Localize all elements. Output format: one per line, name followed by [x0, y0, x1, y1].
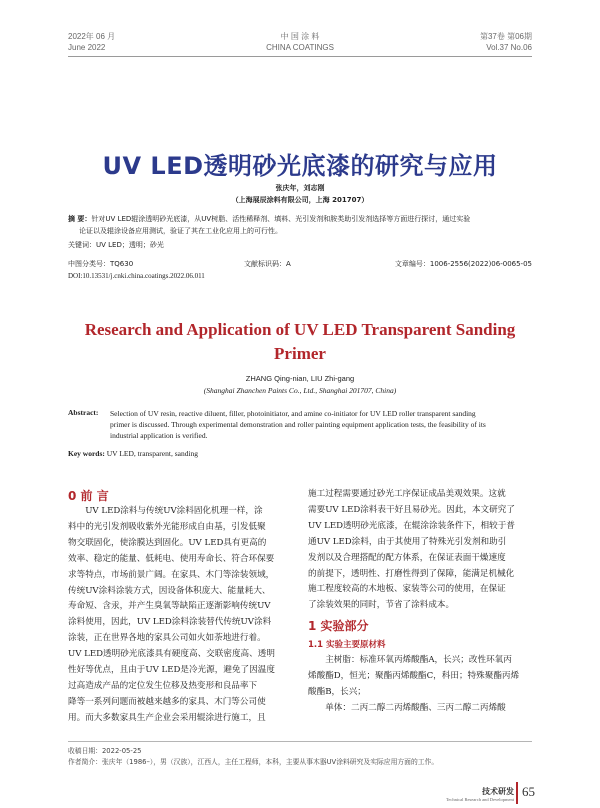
- right-line: 了涂装效果的同时，节省了涂料成本。: [308, 600, 455, 611]
- abstract-cn-label: 摘 要：: [68, 215, 92, 223]
- page-number: 65: [522, 784, 535, 799]
- right-line: UV LED透明砂光底漆，在辊涂涂装条件下，相较于普: [308, 520, 515, 531]
- left-line: UV LED涂料与传统UV涂料固化机理一样，涂: [85, 506, 263, 516]
- document-code: 文献标识码：A: [244, 260, 291, 268]
- received-date: 收稿日期：2022-05-25: [68, 747, 142, 755]
- doi: DOI:10.13531/j.cnki.china.coatings.2022.06.011: [68, 272, 205, 280]
- right-line: 需要UV LED涂料表干好且易砂光。因此，本文研究了: [308, 504, 515, 515]
- section-1-1-heading: 1.1 实验主要原材料: [308, 640, 386, 650]
- header-journal-en: CHINA COATINGS: [266, 43, 334, 52]
- right-line: 的前提下，透明性、打磨性得到了保障，能满足机械化: [308, 568, 515, 579]
- header-journal-cn: 中 国 涂 料: [280, 32, 320, 41]
- footnote-rule: [68, 741, 532, 742]
- section-0-heading: 0 前 言: [68, 489, 109, 503]
- article-number: 文章编号：1006-2556(2022)06-0065-05: [394, 260, 532, 268]
- abstract-en-label: Abstract:: [68, 408, 99, 417]
- left-line: 过高造成产品的定位发生位移及热变形和良品率下: [68, 680, 258, 691]
- materials-line: 烯酸酯D，恒光；聚酯丙烯酸酯C，科田；特殊聚酯丙烯: [308, 670, 520, 681]
- footer-section-en: Technical Research and Development: [445, 797, 514, 802]
- header-volume-en: Vol.37 No.06: [486, 43, 532, 52]
- clc-number: 中图分类号：TQ630: [68, 260, 134, 268]
- abstract-en-line3: industrial application is verified.: [110, 431, 208, 440]
- keywords-cn: 关键词：UV LED；透明；砂光: [68, 241, 164, 249]
- abstract-cn: [68, 214, 538, 224]
- abstract-en-line1: Selection of UV resin, reactive diluent, filler, photoinitiator, and amine co-initiator for UV LED roller transparent sanding: [110, 409, 476, 418]
- left-column: [68, 504, 294, 727]
- abstract-en-line2: primer is discussed. Through experimental demonstration and roller painting equipment application tests, the feasibility of its: [110, 420, 486, 429]
- right-line: 施工过程需要通过砂光工序保证成品美观效果。这就: [308, 489, 506, 499]
- keywords-en: [68, 449, 198, 459]
- right-column: [308, 487, 534, 614]
- footer-divider: [516, 782, 518, 804]
- right-line: 发剂以及合理搭配的配方体系，在保证表面干燥速度: [308, 552, 506, 563]
- section-1-heading: 1 实验部分: [308, 619, 369, 633]
- left-line: 涂装，正在世界各地的家具公司如火如荼地进行着。: [68, 633, 266, 644]
- header-date-cn: 2022年 06 月: [68, 32, 116, 41]
- footer-section-cn: 技术研发: [482, 787, 514, 796]
- keywords-en-text: UV LED, transparent, sanding: [106, 449, 199, 458]
- affiliation-cn: （上海展辰涂料有限公司，上海 201707）: [231, 196, 369, 204]
- title-cn: UV LED透明砂光底漆的研究与应用: [102, 152, 498, 180]
- header-volume-cn: 第37卷 第06期: [479, 32, 532, 41]
- title-en-line2: Primer: [274, 344, 326, 363]
- materials-text: [308, 653, 534, 717]
- author-bio: 作者简介：张庆年（1986–），男（汉族），江西人，主任工程师，本科，主要从事木器UV涂料研究及实际应用方面的工作。: [68, 758, 439, 766]
- right-line: 施工程度较高的木地板、家装等公司的使用，在保证: [308, 584, 506, 595]
- left-line: 涂料使用，因此，UV LED涂料涂装替代传统UV涂料: [68, 617, 272, 628]
- left-line: 求等特点，市场前景广阔。在家具、木门等涂装领域，: [68, 569, 275, 580]
- affiliation-en: (Shanghai Zhanchen Paints Co., Ltd., Shanghai 201707, China): [203, 386, 397, 395]
- left-line: 物交联固化，使涂膜达到固化。UV LED具有更高的: [68, 537, 267, 548]
- materials-line: 主树脂：标准环氧丙烯酸酯A，长兴；改性环氧丙: [325, 655, 512, 665]
- keywords-en-label: Key words:: [68, 449, 105, 458]
- left-line: 寿命短、含汞，并产生臭氧等缺陷正逐渐影响传统UV: [68, 601, 271, 612]
- title-en: [60, 318, 540, 366]
- abstract-cn-line2: 论证以及辊涂设备应用测试，验证了其在工业化应用上的可行性。: [79, 227, 282, 235]
- left-line: 用。而大多数家具生产企业会采用辊涂进行施工，且: [68, 712, 266, 723]
- left-line: 效率、稳定的能量、低耗电、使用寿命长、符合环保要: [68, 553, 275, 564]
- authors-cn: 张庆年，刘志刚: [275, 184, 325, 192]
- materials-line: 单体：二丙二醇二丙烯酸酯、三丙二醇二丙烯酸: [325, 702, 506, 713]
- right-line: 通UV LED涂料，由于其使用了特殊光引发剂和助引: [308, 536, 507, 547]
- abstract-en: [110, 408, 540, 441]
- left-line: UV LED透明砂光底漆具有硬度高、交联密度高、透明: [68, 649, 275, 660]
- header-date-en: June 2022: [68, 43, 106, 52]
- authors-en: ZHANG Qing-nian, LIU Zhi-gang: [245, 374, 355, 383]
- left-line: 传统UV涂料涂装方式，因设备体积庞大、能量耗大、: [68, 585, 271, 596]
- left-line: 性好等优点，且由于UV LED是冷光源，避免了因温度: [68, 665, 275, 676]
- abstract-cn-line1: 针对UV LED辊涂透明砂光底漆，从UV树脂、活性稀释剂、填料、光引发剂和胺类助引发剂选择等方面进行探讨，通过实验: [91, 215, 471, 223]
- left-line: 料中的光引发剂吸收紫外光能形成自由基，引发低聚: [68, 521, 266, 532]
- materials-line: 酸酯B，长兴；: [308, 686, 366, 697]
- left-line: 降等一系列问题而被越来越多的家具、木门等公司使: [68, 696, 266, 707]
- header-rule: [68, 56, 532, 57]
- title-en-line1: Research and Application of UV LED Transparent Sanding: [84, 320, 516, 339]
